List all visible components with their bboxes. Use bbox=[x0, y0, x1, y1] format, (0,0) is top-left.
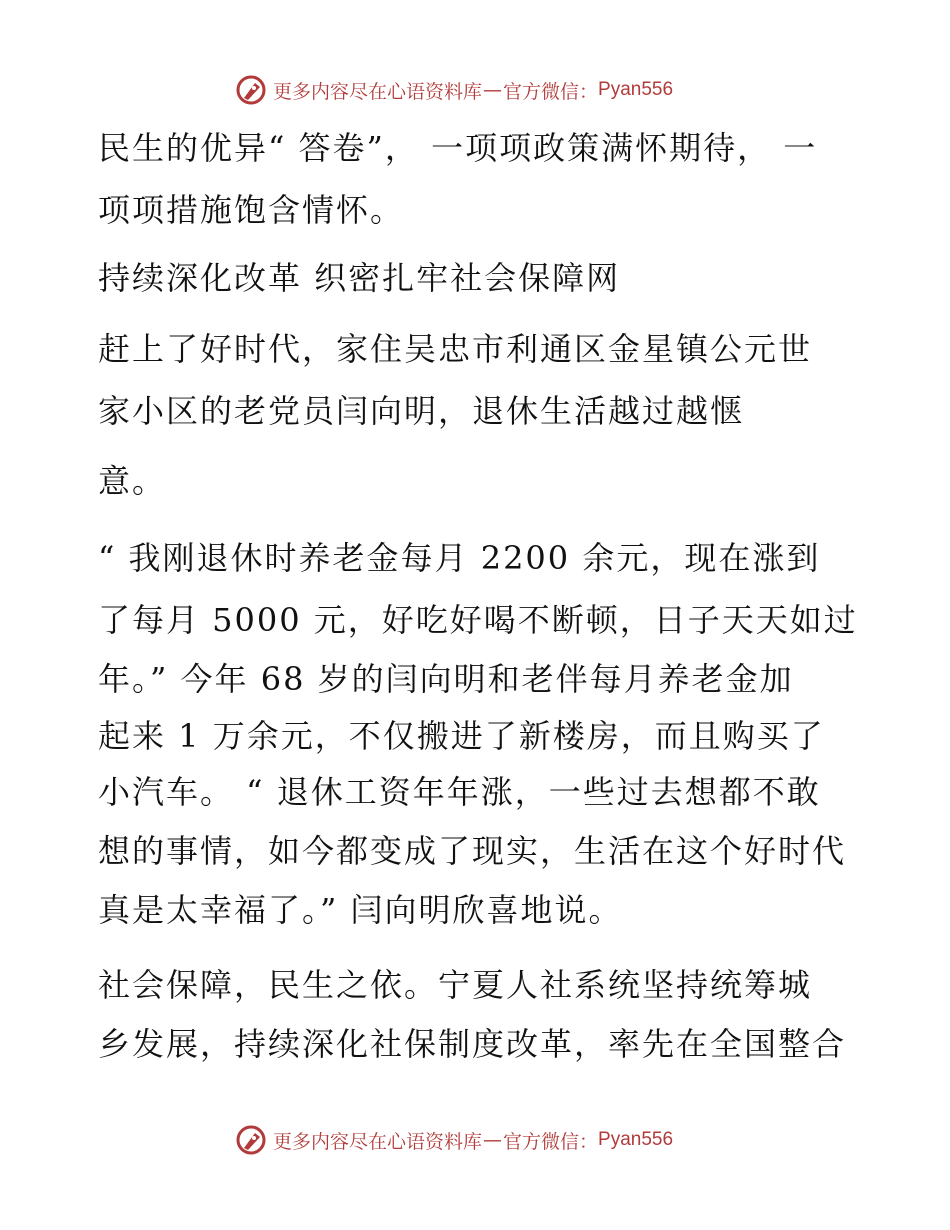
text-line: 小汽车。 “ 退休工资年年涨，一些过去想都不敢 bbox=[98, 773, 821, 811]
text-line: 社会保障，民生之依。宁夏人社系统坚持统筹城 bbox=[98, 966, 813, 1004]
text-line: 家小区的老党员闫向明，退休生活越过越惬 bbox=[98, 392, 745, 430]
watermark-dash: — bbox=[483, 79, 503, 101]
pen-nib-circle-icon bbox=[235, 1124, 267, 1156]
text-line: 真是太幸福了。” 闫向明欣喜地说。 bbox=[98, 891, 623, 929]
watermark-footer bbox=[235, 1124, 673, 1156]
watermark-header bbox=[235, 74, 673, 106]
text-line: 民生的优异“ 答卷”， 一项项政策满怀期待， 一 bbox=[98, 129, 818, 167]
watermark-site: 更多内容尽在心语资料库 bbox=[273, 80, 483, 103]
text-line: 赶上了好时代，家住吴忠市利通区金星镇公元世 bbox=[98, 330, 813, 368]
text-line: 年。” 今年 68 岁的闫向明和老伴每月养老金加 bbox=[98, 660, 794, 698]
text-line: 乡发展，持续深化社保制度改革，率先在全国整合 bbox=[98, 1025, 847, 1063]
watermark-site: 更多内容尽在心语资料库 bbox=[273, 1130, 483, 1153]
watermark-label: 官方微信： bbox=[503, 1130, 599, 1153]
text-line: “ 我刚退休时养老金每月 2200 余元，现在涨到 bbox=[98, 539, 821, 577]
text-line: 起来 1 万余元，不仅搬进了新楼房，而且购买了 bbox=[98, 717, 825, 755]
text-line: 想的事情，如今都变成了现实，生活在这个好时代 bbox=[98, 832, 847, 870]
watermark-dash: — bbox=[483, 1129, 503, 1151]
section-heading: 持续深化改革 织密扎牢社会保障网 bbox=[98, 259, 621, 297]
pen-nib-circle-icon bbox=[235, 74, 267, 106]
text-line: 意。 bbox=[98, 462, 167, 500]
watermark-label: 官方微信： bbox=[503, 80, 599, 103]
watermark-handle: Pyan556 bbox=[598, 79, 674, 100]
watermark-handle: Pyan556 bbox=[598, 1129, 674, 1150]
text-line: 项项措施饱含情怀。 bbox=[98, 191, 405, 229]
text-line: 了每月 5000 元，好吃好喝不断顿，日子天天如过 bbox=[98, 601, 858, 639]
